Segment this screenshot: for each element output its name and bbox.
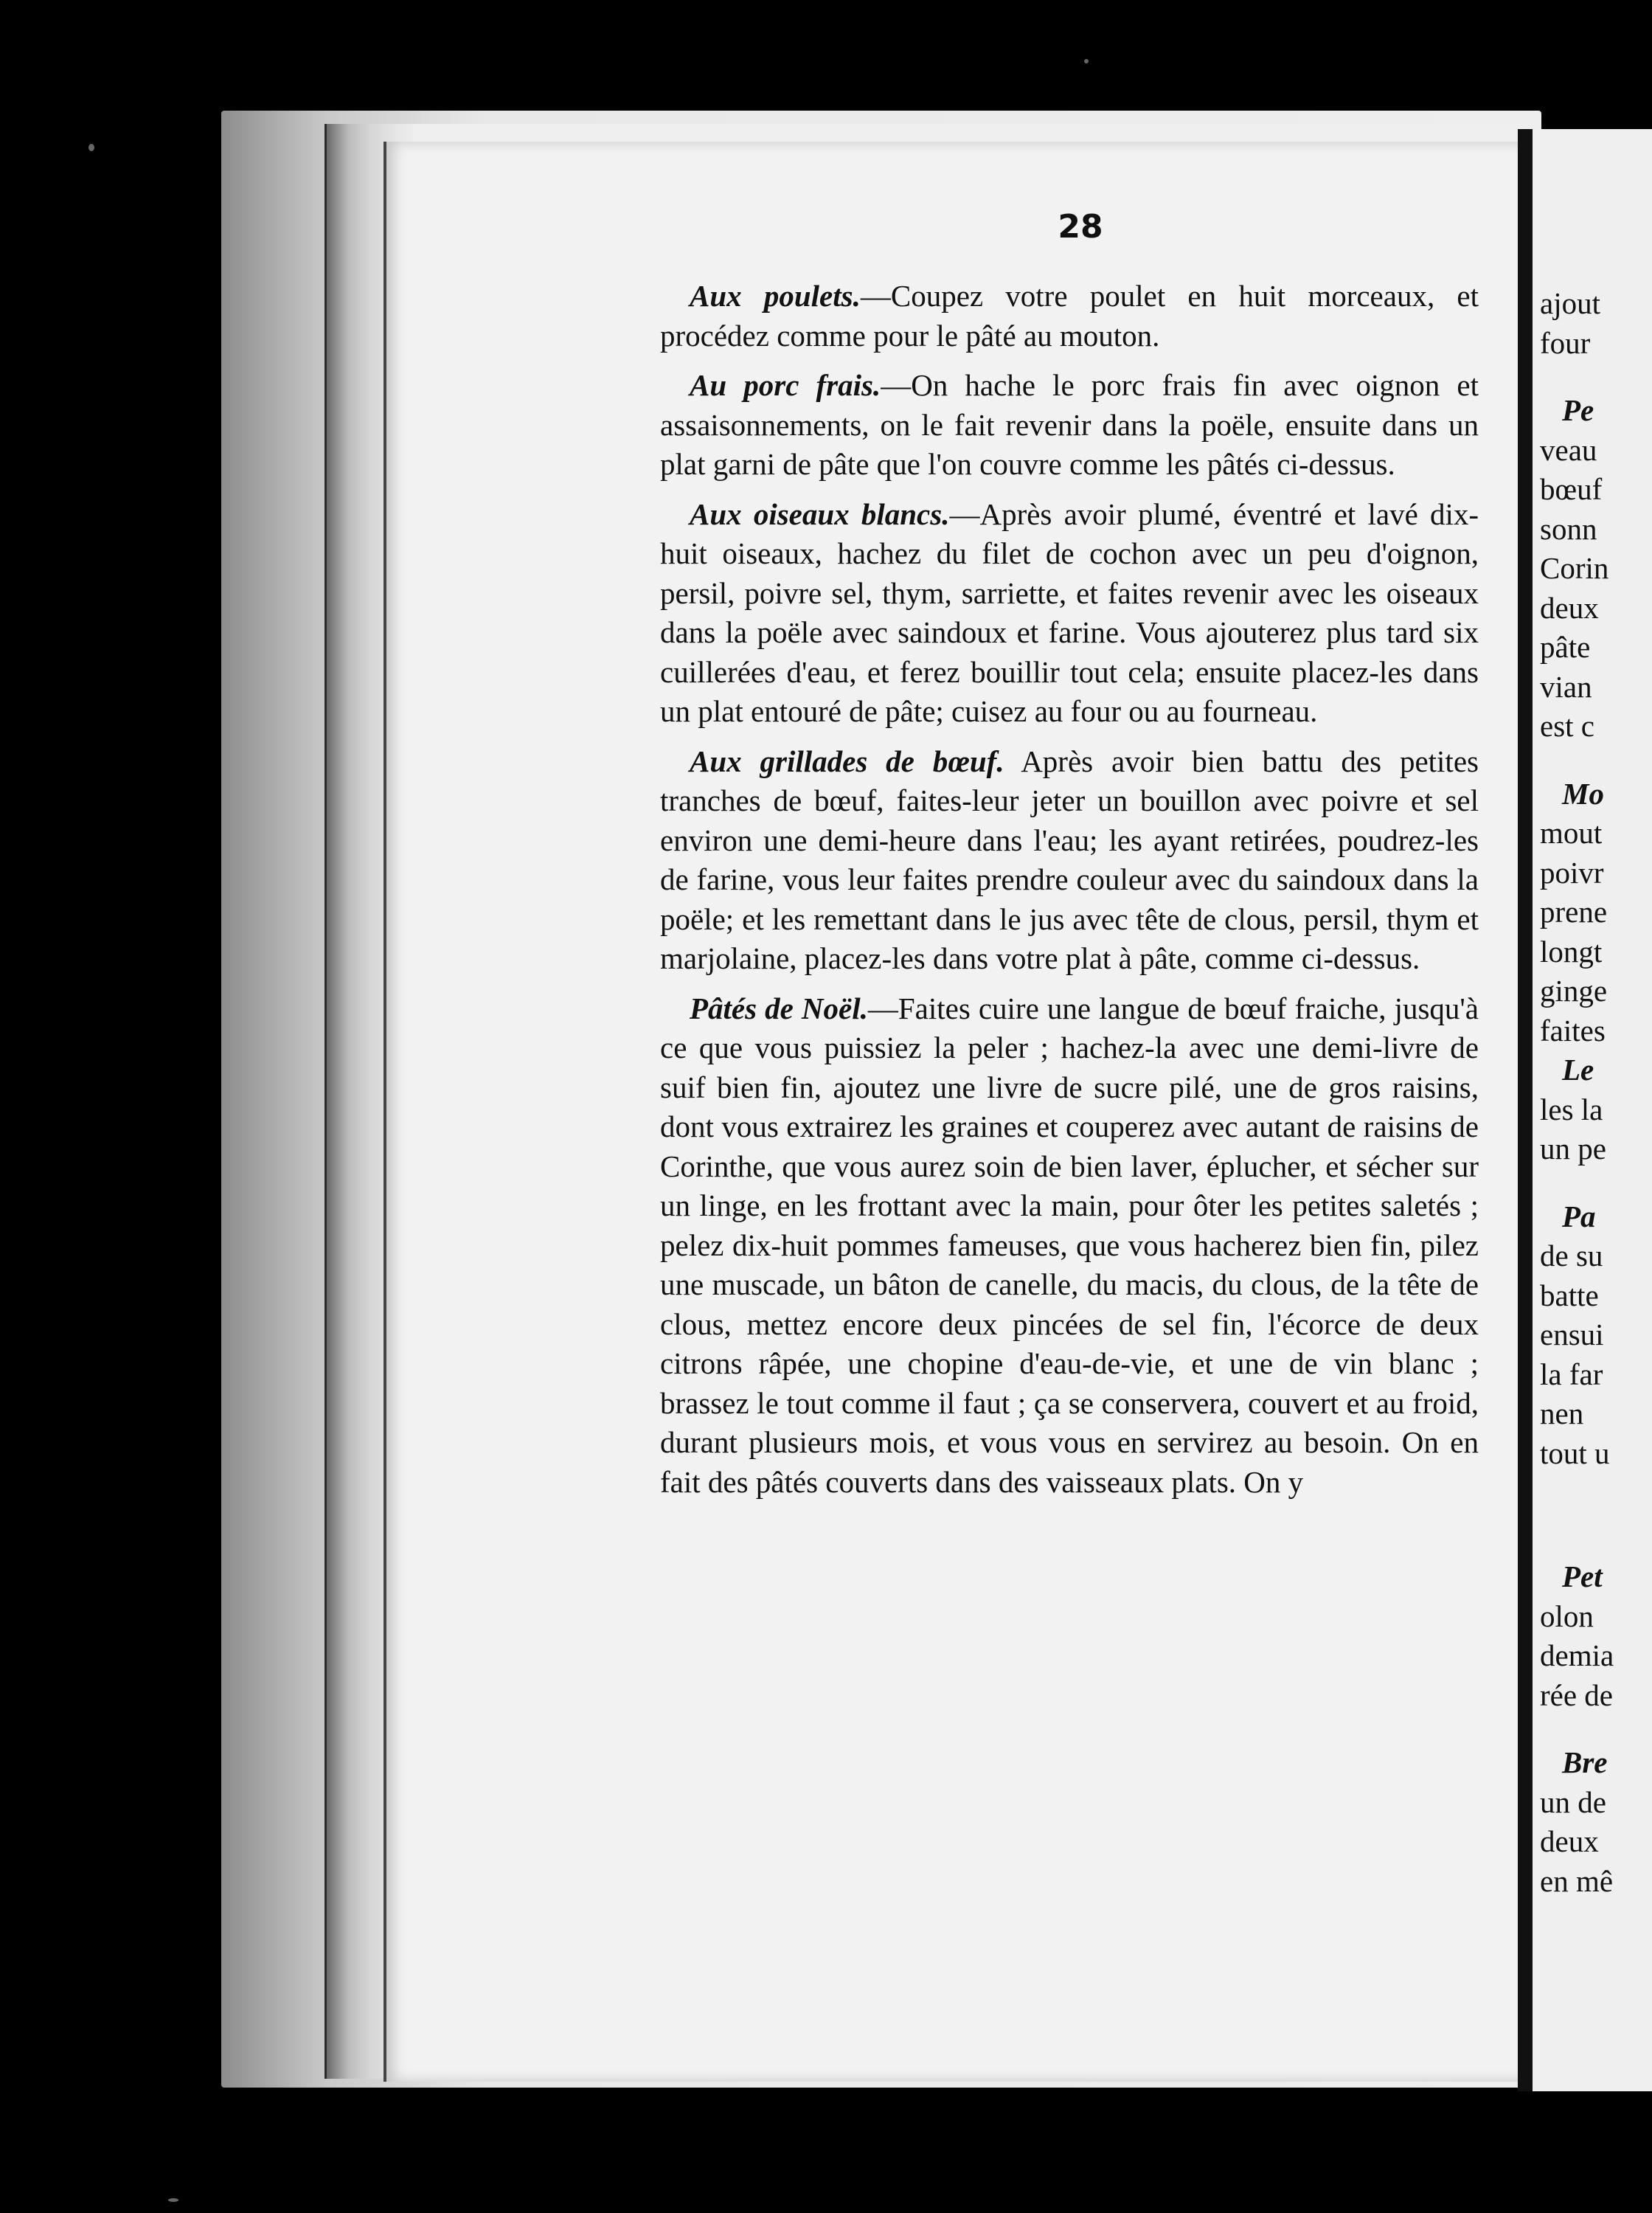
right-page-line: Corin — [1540, 551, 1609, 585]
right-page-line: olon — [1540, 1599, 1594, 1633]
right-page-line: demia — [1540, 1638, 1614, 1672]
paragraph-body: —Faites cuire une langue de bœuf fraiche, jusqu'à ce que vous puissiez la peler ; hachez-la avec une demi-livre de suif bien fin, ajoutez une livre de sucre pilé, une de gros raisins, dont vous extrairez les graines et couperez avec autant de raisins de Corinthe, que vous aurez soin de bien laver, éplucher, et sécher sur un linge, en les frottant avec la main, pour ôter les petites saletés ; pelez dix-huit pommes fameuses, que vous hacherez bien fin, pilez une muscade, un bâton de canelle, du macis, du clous, de la tête de clous, mettez encore deux pincées de sel fin, l'écorce de deux citrons râpée, une chopine d'eau-de-vie, et une de vin blanc ; brassez le tout comme il faut ; ça se conservera, couvert et au froid, durant plusieurs mois, et vous vous en servirez au besoin. On en fait des pâtés couverts dans des vaisseaux plats. On y — [660, 991, 1479, 1499]
right-page-text — [1540, 284, 1652, 1901]
paragraph-heading: Pâtés de Noël. — [690, 991, 868, 1025]
right-page-line: pâte — [1540, 630, 1591, 664]
right-page-gap — [1540, 363, 1652, 391]
paragraph-heading: Au porc frais. — [690, 368, 881, 402]
paragraph-body: —Après avoir plumé, éventré et lavé dix-huit oiseaux, hachez du filet de cochon avec un peu d'oignon, persil, poivre sel, thym, sarriette, et faites revenir avec les oiseaux dans la poële avec saindoux et farine. Vous ajouterez plus tard six cuillerées d'eau, et ferez bouillir tout cela; ensuite placez-les dans un plat entouré de pâte; cuisez au four ou au fourneau. — [660, 496, 1479, 728]
right-page-line: veau — [1540, 432, 1597, 467]
right-page-line: rée de — [1540, 1677, 1613, 1712]
scan-speck — [88, 144, 94, 151]
right-page-gap — [1540, 1169, 1652, 1197]
right-page-line: Bre — [1562, 1745, 1608, 1779]
right-page-gap — [1540, 1529, 1652, 1557]
paragraph-body: —On hache le porc frais fin avec oignon et assaisonnements, on le fait revenir dans la poële, ensuite dans un plat garni de pâte que l'on couvre comme les pâtés ci-dessus. — [660, 368, 1479, 481]
paragraph-aux-oiseaux-blancs — [660, 495, 1479, 732]
right-page-line: la far — [1540, 1357, 1603, 1391]
paragraph-heading: Aux grillades de bœuf. — [690, 744, 1004, 778]
right-page-line: Le — [1562, 1053, 1594, 1087]
right-page-line: sonn — [1540, 511, 1597, 546]
paragraph-heading: Aux poulets. — [690, 279, 861, 313]
right-page-line: Pa — [1562, 1199, 1596, 1233]
paragraph-au-porc-frais — [660, 366, 1479, 485]
paragraph-heading: Aux oiseaux blancs. — [690, 496, 950, 531]
right-page-line: Mo — [1562, 776, 1604, 811]
right-page-line: faites — [1540, 1013, 1606, 1047]
right-page-line: bœuf — [1540, 472, 1603, 506]
right-page-line: un pe — [1540, 1132, 1606, 1166]
right-page-gap — [1540, 1473, 1652, 1501]
right-page-line: vian — [1540, 669, 1592, 704]
book-gutter — [1518, 129, 1533, 2091]
right-page-line: ajout — [1540, 286, 1600, 320]
right-page-line: deux — [1540, 1824, 1599, 1858]
paragraph-aux-poulets — [660, 277, 1479, 356]
right-page-line: deux — [1540, 590, 1599, 625]
paragraph-body: Après avoir bien battu des petites tranches de bœuf, faites-leur jeter un bouillon avec poivre et sel environ une demi-heure dans l'eau; les ayant retirées, poudrez-les de farine, vous leur faites prendre couleur avec du saindoux dans la poële; et les remettant dans le jus avec tête de clous, persil, thym et marjolaine, placez-les dans votre plat à pâte, comme ci-dessus. — [660, 744, 1479, 975]
paragraph-pates-de-noel — [660, 989, 1479, 1503]
page-number: 28 — [1058, 208, 1103, 246]
right-page-line: est c — [1540, 709, 1594, 743]
right-page-line: tout u — [1540, 1435, 1610, 1470]
right-page-line: les la — [1540, 1092, 1603, 1126]
right-page-line: batte — [1540, 1278, 1599, 1312]
paragraph-body: —Coupez votre poulet en huit morceaux, et procédez comme pour le pâté au mouton. — [660, 279, 1479, 353]
right-page-line: Pet — [1562, 1559, 1603, 1593]
right-page-line: ginge — [1540, 974, 1608, 1008]
text-block — [660, 277, 1479, 1512]
right-page-gap — [1540, 1715, 1652, 1743]
right-page-line: en mê — [1540, 1863, 1614, 1898]
scan-speck — [168, 2198, 178, 2202]
right-page-line: mout — [1540, 816, 1603, 850]
right-page-line: longt — [1540, 934, 1603, 969]
right-page-line: un de — [1540, 1784, 1606, 1819]
right-page-line: de su — [1540, 1239, 1603, 1272]
right-page-line: poivr — [1540, 855, 1604, 890]
right-page-line: prene — [1540, 895, 1608, 929]
paragraph-aux-grillades-de-boeuf — [660, 742, 1479, 979]
right-page-line: four — [1540, 325, 1591, 360]
right-page-gap — [1540, 1501, 1652, 1529]
right-page-line: Pe — [1562, 393, 1594, 427]
right-page-line: nen — [1540, 1396, 1584, 1430]
right-page-fragment — [1533, 129, 1652, 2091]
scan-speck — [1084, 59, 1089, 63]
right-page-line: ensui — [1540, 1317, 1604, 1351]
right-page-gap — [1540, 747, 1652, 775]
